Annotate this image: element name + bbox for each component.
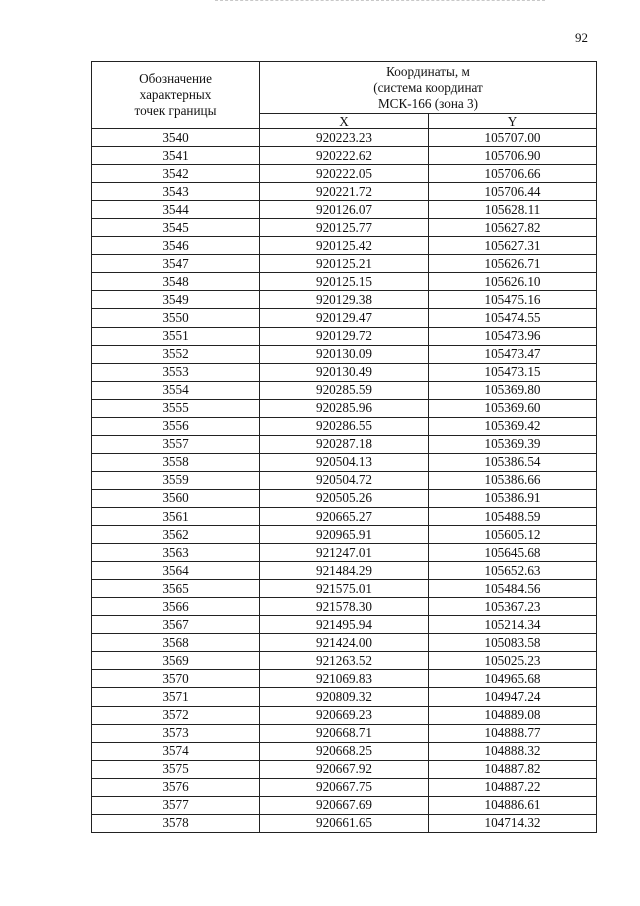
y-coordinate-cell: 105605.12 [429,526,597,544]
x-coordinate-cell: 920667.69 [260,796,429,814]
point-id-cell: 3576 [92,778,260,796]
x-coordinate-cell: 920669.23 [260,706,429,724]
x-coordinate-cell: 920665.27 [260,507,429,525]
table-body [92,129,597,833]
x-coordinate-cell: 920965.91 [260,526,429,544]
y-coordinate-cell: 105645.68 [429,544,597,562]
x-coordinate-cell: 920125.42 [260,237,429,255]
coordinates-column-header [260,62,597,114]
point-id-cell: 3575 [92,760,260,778]
table-row [92,616,597,634]
points-column-header [92,62,260,129]
x-coordinate-cell: 920130.09 [260,345,429,363]
table-row [92,544,597,562]
table-row [92,273,597,291]
table-row [92,652,597,670]
point-id-cell: 3577 [92,796,260,814]
point-id-cell: 3558 [92,453,260,471]
coords-header-line: (система координат [373,79,483,95]
y-coordinate-cell: 104888.77 [429,724,597,742]
point-id-cell: 3554 [92,381,260,399]
point-id-cell: 3557 [92,435,260,453]
table-row [92,562,597,580]
table-row [92,417,597,435]
table-row [92,670,597,688]
x-coordinate-cell: 920667.92 [260,760,429,778]
point-id-cell: 3564 [92,562,260,580]
point-id-cell: 3566 [92,598,260,616]
y-coordinate-cell: 105484.56 [429,580,597,598]
y-coordinate-cell: 105707.00 [429,129,597,147]
x-coordinate-cell: 920668.25 [260,742,429,760]
x-coordinate-cell: 920661.65 [260,814,429,832]
table-row [92,435,597,453]
x-coordinate-cell: 921263.52 [260,652,429,670]
y-coordinate-cell: 105367.23 [429,598,597,616]
points-header-line: Обозначение [139,71,212,86]
point-id-cell: 3552 [92,345,260,363]
y-coordinate-cell: 105626.71 [429,255,597,273]
point-id-cell: 3553 [92,363,260,381]
point-id-cell: 3562 [92,526,260,544]
table-row [92,147,597,165]
y-coordinate-cell: 104887.22 [429,778,597,796]
table-row [92,778,597,796]
table-row [92,706,597,724]
point-id-cell: 3547 [92,255,260,273]
table-row [92,255,597,273]
table-row [92,453,597,471]
y-column-header: Y [429,114,597,129]
table-row [92,526,597,544]
x-coordinate-cell: 920285.96 [260,399,429,417]
table-row [92,742,597,760]
y-coordinate-cell: 104888.32 [429,742,597,760]
x-coordinate-cell: 920285.59 [260,381,429,399]
table-row [92,580,597,598]
y-coordinate-cell: 105473.15 [429,363,597,381]
x-coordinate-cell: 920504.13 [260,453,429,471]
y-coordinate-cell: 105369.80 [429,381,597,399]
point-id-cell: 3545 [92,219,260,237]
x-coordinate-cell: 920126.07 [260,201,429,219]
x-coordinate-cell: 920129.38 [260,291,429,309]
point-id-cell: 3549 [92,291,260,309]
x-coordinate-cell: 920130.49 [260,363,429,381]
point-id-cell: 3560 [92,489,260,507]
x-coordinate-cell: 920125.21 [260,255,429,273]
point-id-cell: 3573 [92,724,260,742]
y-coordinate-cell: 105626.10 [429,273,597,291]
point-id-cell: 3548 [92,273,260,291]
table-row [92,814,597,832]
y-coordinate-cell: 105369.60 [429,399,597,417]
table-row [92,309,597,327]
point-id-cell: 3546 [92,237,260,255]
table-row [92,183,597,201]
point-id-cell: 3541 [92,147,260,165]
x-coordinate-cell: 921575.01 [260,580,429,598]
point-id-cell: 3559 [92,471,260,489]
point-id-cell: 3565 [92,580,260,598]
table-row [92,724,597,742]
table-row [92,165,597,183]
x-coordinate-cell: 920129.47 [260,309,429,327]
point-id-cell: 3555 [92,399,260,417]
y-coordinate-cell: 104714.32 [429,814,597,832]
y-coordinate-cell: 105386.54 [429,453,597,471]
point-id-cell: 3563 [92,544,260,562]
y-coordinate-cell: 105706.44 [429,183,597,201]
x-coordinate-cell: 921424.00 [260,634,429,652]
point-id-cell: 3556 [92,417,260,435]
table-row [92,129,597,147]
x-coordinate-cell: 920125.15 [260,273,429,291]
x-coordinate-cell: 920222.05 [260,165,429,183]
point-id-cell: 3571 [92,688,260,706]
y-coordinate-cell: 105386.66 [429,471,597,489]
y-coordinate-cell: 105369.39 [429,435,597,453]
x-coordinate-cell: 921495.94 [260,616,429,634]
point-id-cell: 3569 [92,652,260,670]
x-coordinate-cell: 921484.29 [260,562,429,580]
y-coordinate-cell: 105214.34 [429,616,597,634]
y-coordinate-cell: 105627.31 [429,237,597,255]
point-id-cell: 3574 [92,742,260,760]
table-row [92,471,597,489]
y-coordinate-cell: 105488.59 [429,507,597,525]
x-coordinate-cell: 920223.23 [260,129,429,147]
x-coordinate-cell: 920809.32 [260,688,429,706]
point-id-cell: 3568 [92,634,260,652]
scan-artifact [215,0,545,5]
table-row [92,399,597,417]
page-number: 92 [575,30,588,45]
y-coordinate-cell: 105475.16 [429,291,597,309]
point-id-cell: 3540 [92,129,260,147]
table-row [92,507,597,525]
x-coordinate-cell: 921247.01 [260,544,429,562]
x-coordinate-cell: 920668.71 [260,724,429,742]
x-column-header: X [260,114,429,129]
x-coordinate-cell: 920287.18 [260,435,429,453]
x-coordinate-cell: 920504.72 [260,471,429,489]
y-coordinate-cell: 105652.63 [429,562,597,580]
y-coordinate-cell: 105474.55 [429,309,597,327]
x-coordinate-cell: 920222.62 [260,147,429,165]
point-id-cell: 3544 [92,201,260,219]
y-coordinate-cell: 104887.82 [429,760,597,778]
x-coordinate-cell: 920667.75 [260,778,429,796]
y-coordinate-cell: 104965.68 [429,670,597,688]
table-row [92,363,597,381]
y-coordinate-cell: 105369.42 [429,417,597,435]
x-coordinate-cell: 921069.83 [260,670,429,688]
y-coordinate-cell: 105706.66 [429,165,597,183]
y-coordinate-cell: 105627.82 [429,219,597,237]
point-id-cell: 3567 [92,616,260,634]
point-id-cell: 3543 [92,183,260,201]
point-id-cell: 3570 [92,670,260,688]
table-row [92,327,597,345]
coords-header-line: Координаты, м [386,63,470,79]
y-coordinate-cell: 104947.24 [429,688,597,706]
table-row [92,796,597,814]
y-coordinate-cell: 105706.90 [429,147,597,165]
y-coordinate-cell: 104886.61 [429,796,597,814]
points-header-line: точек границы [134,103,217,118]
x-coordinate-cell: 920221.72 [260,183,429,201]
y-coordinate-cell: 105628.11 [429,201,597,219]
table-row [92,688,597,706]
y-coordinate-cell: 105473.96 [429,327,597,345]
point-id-cell: 3572 [92,706,260,724]
y-coordinate-cell: 105473.47 [429,345,597,363]
table-row [92,237,597,255]
y-coordinate-cell: 105083.58 [429,634,597,652]
x-coordinate-cell: 920125.77 [260,219,429,237]
points-header-line: характерных [139,87,212,102]
table-row [92,634,597,652]
point-id-cell: 3550 [92,309,260,327]
table-row [92,219,597,237]
point-id-cell: 3561 [92,507,260,525]
y-coordinate-cell: 104889.08 [429,706,597,724]
x-coordinate-cell: 920505.26 [260,489,429,507]
table-row [92,760,597,778]
x-coordinate-cell: 921578.30 [260,598,429,616]
coords-header-line: МСК-166 (зона 3) [377,95,479,111]
point-id-cell: 3551 [92,327,260,345]
x-coordinate-cell: 920286.55 [260,417,429,435]
point-id-cell: 3578 [92,814,260,832]
y-coordinate-cell: 105386.91 [429,489,597,507]
y-coordinate-cell: 105025.23 [429,652,597,670]
x-coordinate-cell: 920129.72 [260,327,429,345]
table-row [92,381,597,399]
table-row [92,201,597,219]
table-row [92,598,597,616]
coordinates-table [91,61,597,833]
table-row [92,489,597,507]
table-row [92,291,597,309]
point-id-cell: 3542 [92,165,260,183]
table-row [92,345,597,363]
